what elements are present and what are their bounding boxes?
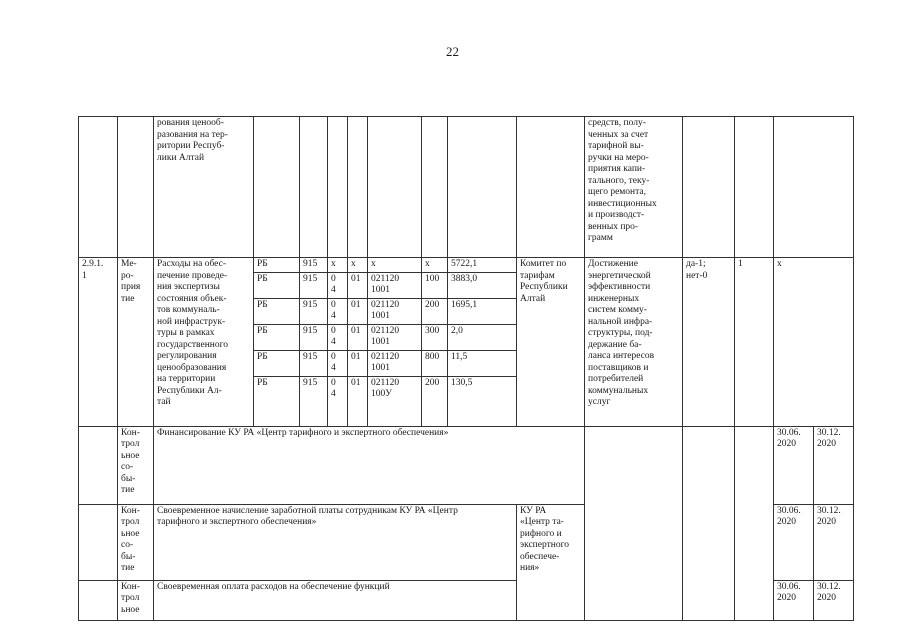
activity-result: Достижение энергетической эффективности инженерных систем комму- нальной инфра- структуры, под- держание ба- ланса интересов поставщиков и потребителей коммунальных услуг: [585, 258, 683, 427]
budget-target-article: 021120 1001: [368, 272, 422, 298]
budget-target-article: 021120 1001: [368, 298, 422, 324]
budget-code: 915: [300, 324, 328, 350]
budget-source: РБ: [254, 376, 300, 426]
budget-code: 915: [300, 350, 328, 376]
budget-section: 0 4: [328, 324, 348, 350]
budget-subsection: 01: [348, 298, 368, 324]
budget-subsection: 01: [348, 376, 368, 426]
event-text: Финансирование КУ РА «Центр тарифного и экспертного обеспечения»: [154, 426, 585, 504]
budget-sum: 130,5: [448, 376, 517, 426]
budget-target-article: 021120 1001: [368, 350, 422, 376]
budget-sum: 5722,1: [448, 258, 517, 273]
budget-source: РБ: [254, 258, 300, 273]
budget-sum: 1695,1: [448, 298, 517, 324]
budget-code: 915: [300, 376, 328, 426]
budget-expense-type: 200: [422, 376, 448, 426]
budget-sum: 2,0: [448, 324, 517, 350]
budget-sum: 3883,0: [448, 272, 517, 298]
activity-date: х: [774, 258, 854, 427]
activity-value: 1: [735, 258, 774, 427]
budget-section: 0 4: [328, 272, 348, 298]
budget-source: РБ: [254, 324, 300, 350]
page-number: 22: [446, 44, 459, 59]
budget-code: 915: [300, 258, 328, 273]
row-type: Ме- ро- прия тие: [118, 258, 154, 427]
budget-expense-type: 100: [422, 272, 448, 298]
activity-name: Расходы на обес- печение проведе- ния экспертизы состояния объек- тов коммуналь- ной инфраструк- туры в рамках государственного регулирования ценообразования на территории Республики Ал- тай: [154, 258, 254, 427]
budget-section: 0 4: [328, 298, 348, 324]
table-row-continued: [79, 117, 854, 258]
budget-subsection: 01: [348, 350, 368, 376]
events-executor: КУ РА «Центр та- рифного и экспертного обеспече- ния»: [517, 504, 585, 620]
activity-executor: Комитет по тарифам Республики Алтай: [517, 258, 585, 427]
event-type: Кон- трол ьное со- бы- тие: [118, 426, 154, 504]
event-text: Своевременное начисление заработной платы сотрудникам КУ РА «Центр тарифного и экспертного обеспечения»: [154, 504, 517, 580]
budget-target-article: х: [368, 258, 422, 273]
table-row: [79, 258, 854, 273]
event-start-date: 30.06. 2020: [774, 426, 814, 504]
budget-code: 915: [300, 272, 328, 298]
event-end-date: 30.12. 2020: [814, 504, 854, 580]
control-event-row: [79, 426, 854, 504]
program-table: [78, 116, 854, 621]
budget-subsection: 01: [348, 272, 368, 298]
continued-name: рования ценооб- разования на тер- ритории Респуб- лики Алтай: [154, 117, 254, 258]
budget-target-article: 021120 1001: [368, 324, 422, 350]
budget-subsection: 01: [348, 324, 368, 350]
activity-indicator: да-1; нет-0: [683, 258, 735, 427]
budget-expense-type: х: [422, 258, 448, 273]
event-start-date: 30.06. 2020: [774, 504, 814, 580]
row-number: 2.9.1. 1: [79, 258, 118, 427]
event-end-date: 30.12. 2020: [814, 426, 854, 504]
event-text: Своевременная оплата расходов на обеспечение функций: [154, 580, 517, 620]
event-type: Кон- трол ьное со- бы- тие: [118, 504, 154, 580]
budget-section: 0 4: [328, 350, 348, 376]
budget-source: РБ: [254, 272, 300, 298]
budget-expense-type: 800: [422, 350, 448, 376]
budget-section: х: [328, 258, 348, 273]
continued-result: средств, полу- ченных за счет тарифной вы- ручки на меро- приятия капи- тального, теку- щего ремонта, инвестиционных и производст- венных про- грамм: [585, 117, 683, 258]
event-start-date: 30.06. 2020: [774, 580, 814, 620]
budget-expense-type: 300: [422, 324, 448, 350]
budget-subsection: х: [348, 258, 368, 273]
budget-code: 915: [300, 298, 328, 324]
budget-section: 0 4: [328, 376, 348, 426]
event-end-date: 30.12. 2020: [814, 580, 854, 620]
budget-target-article: 021120 100У: [368, 376, 422, 426]
event-type: Кон- трол ьное: [118, 580, 154, 620]
budget-sum: 11,5: [448, 350, 517, 376]
budget-source: РБ: [254, 298, 300, 324]
budget-source: РБ: [254, 350, 300, 376]
budget-expense-type: 200: [422, 298, 448, 324]
